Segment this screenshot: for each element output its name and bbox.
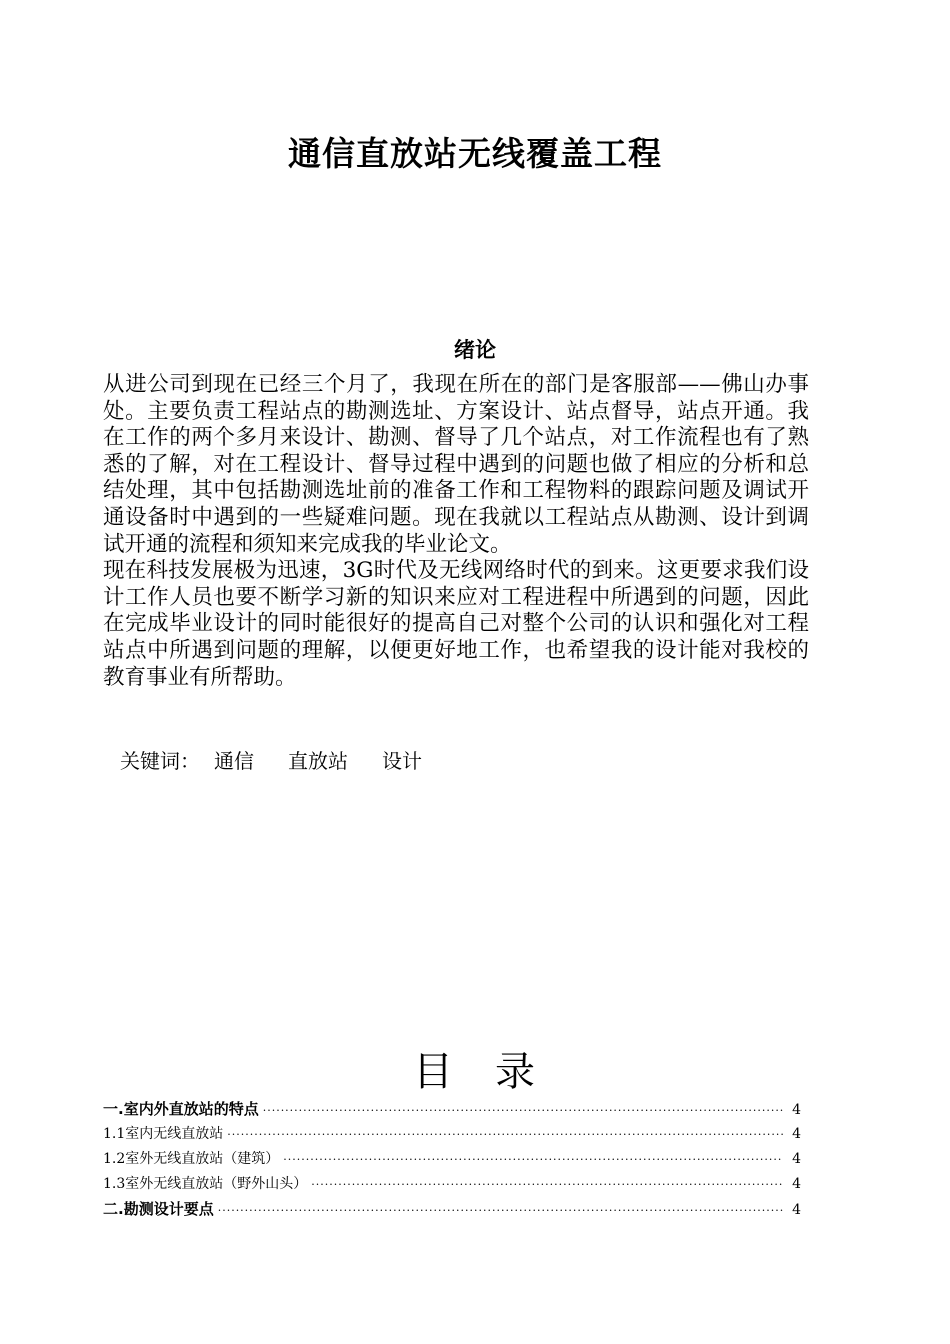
toc-entry[interactable] [103,1147,801,1172]
keyword-item: 设计 [382,749,422,773]
keyword-item: 直放站 [288,749,348,773]
toc-entry[interactable] [103,1122,801,1147]
introduction-paragraph-1: 从进公司到现在已经三个月了，我现在所在的部门是客服部——佛山办事处。主要负责工程站点的勘测选址、方案设计、站点督导，站点开通。我在工作的两个多月来设计、勘测、督导了几个站点，对工作流程也有了熟悉的了解，对在工程设计、督导过程中遇到的问题也做了相应的分析和总结处理，其中包括勘测选址前的准备工作和工程物料的跟踪问题及调试开通设备时中遇到的一些疑难问题。现在我就以工程站点从勘测、设计到调试开通的流程和须知来完成我的毕业论文。 [103,372,809,557]
toc-title [0,1040,950,1097]
toc-leader-dots [283,1147,783,1172]
toc-leader-dots [227,1122,783,1147]
toc-entry-label: 一.室内外直放站的特点 [103,1100,259,1118]
toc-leader-dots [218,1198,783,1223]
toc-entry-page: 4 [792,1202,801,1218]
table-of-contents [103,1097,801,1222]
toc-entry-page: 4 [792,1102,801,1118]
toc-entry-page: 4 [792,1151,801,1167]
toc-title-char: 目 [413,1049,455,1095]
introduction-body [103,372,809,691]
toc-leader-dots [263,1098,783,1123]
document-title: 通信直放站无线覆盖工程 [288,134,662,173]
toc-entry-label: 1.1室内无线直放站 [103,1126,224,1142]
introduction-paragraph-2: 现在科技发展极为迅速，3G时代及无线网络时代的到来。这更要求我们设计工作人员也要不断学习新的知识来应对工程进程中所遇到的问题，因此在完成毕业设计的同时能很好的提高自己对整个公司的认识和强化对工程站点中所遇到问题的理解，以便更好地工作，也希望我的设计能对我校的教育事业有所帮助。 [103,558,809,690]
introduction-heading: 绪论 [454,338,496,362]
keyword-item: 通信 [214,749,254,773]
toc-entry-label: 1.3室外无线直放站（野外山头） [103,1176,308,1192]
toc-entry-label: 二.勘测设计要点 [103,1200,214,1218]
keywords-label: 关键词： [120,749,200,773]
toc-entry[interactable] [103,1172,801,1197]
toc-entry-page: 4 [792,1126,801,1142]
toc-entry-label: 1.2室外无线直放站（建筑） [103,1151,280,1167]
toc-title-char: 录 [495,1049,537,1095]
toc-entry-page: 4 [792,1176,801,1192]
toc-leader-dots [311,1172,783,1197]
toc-entry[interactable] [103,1197,801,1222]
keywords-line [120,745,422,774]
toc-entry[interactable] [103,1097,801,1122]
